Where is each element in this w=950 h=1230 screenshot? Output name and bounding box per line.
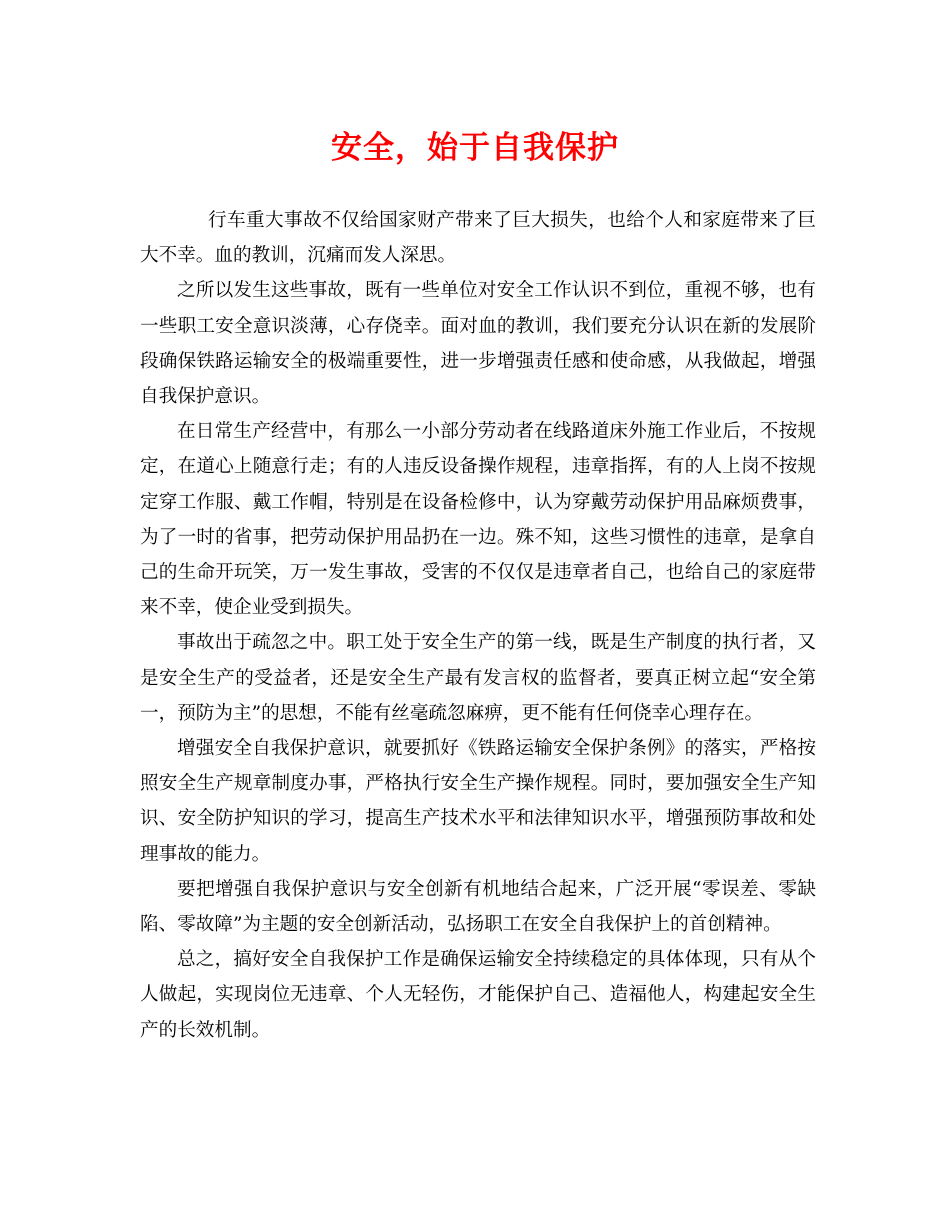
paragraph: 之所以发生这些事故，既有一些单位对安全工作认识不到位，重视不够，也有一些职工安全意识淡薄，心存侥幸。面对血的教训，我们要充分认识在新的发展阶段确保铁路运输安全的极端重要性，进一步增强责任感和使命感，从我做起，增强自我保护意识。 xyxy=(140,280,816,408)
document-title: 安全，始于自我保护 xyxy=(331,130,619,166)
paragraph: 行车重大事故不仅给国家财产带来了巨大损失，也给个人和家庭带来了巨大不幸。血的教训，沉痛而发人深思。 xyxy=(140,210,816,267)
paragraph: 要把增强自我保护意识与安全创新有机地结合起来，广泛开展“零误差、零缺陷、零故障”为主题的安全创新活动，弘扬职工在安全自我保护上的首创精神。 xyxy=(140,878,816,936)
paragraph: 在日常生产经营中，有那么一小部分劳动者在线路道床外施工作业后，不按规定，在道心上随意行走；有的人违反设备操作规程，违章指挥，有的人上岗不按规定穿工作服、戴工作帽，特别是在设备检修中，认为穿戴劳动保护用品麻烦费事，为了一时的省事，把劳动保护用品扔在一边。殊不知，这些习惯性的违章，是拿自己的生命开玩笑，万一发生事故，受害的不仅仅是违章者自己，也给自己的家庭带来不幸，使企业受到损失。 xyxy=(140,421,816,619)
paragraph: 事故出于疏忽之中。职工处于安全生产的第一线，既是生产制度的执行者，又是安全生产的受益者，还是安全生产最有发言权的监督者，要真正树立起“安全第一，预防为主”的思想，不能有丝毫疏忽麻痹，更不能有任何侥幸心理存在。 xyxy=(140,632,816,724)
document-body xyxy=(140,203,816,1048)
paragraph: 增强安全自我保护意识，就要抓好《铁路运输安全保护条例》的落实，严格按照安全生产规章制度办事，严格执行安全生产操作规程。同时，要加强安全生产知识、安全防护知识的学习，提高生产技术水平和法律知识水平，增强预防事故和处理事故的能力。 xyxy=(140,738,816,865)
paragraph: 总之，搞好安全自我保护工作是确保运输安全持续稳定的具体体现，只有从个人做起，实现岗位无违章、个人无轻伤，才能保护自己、造福他人，构建起安全生产的长效机制。 xyxy=(140,949,816,1041)
